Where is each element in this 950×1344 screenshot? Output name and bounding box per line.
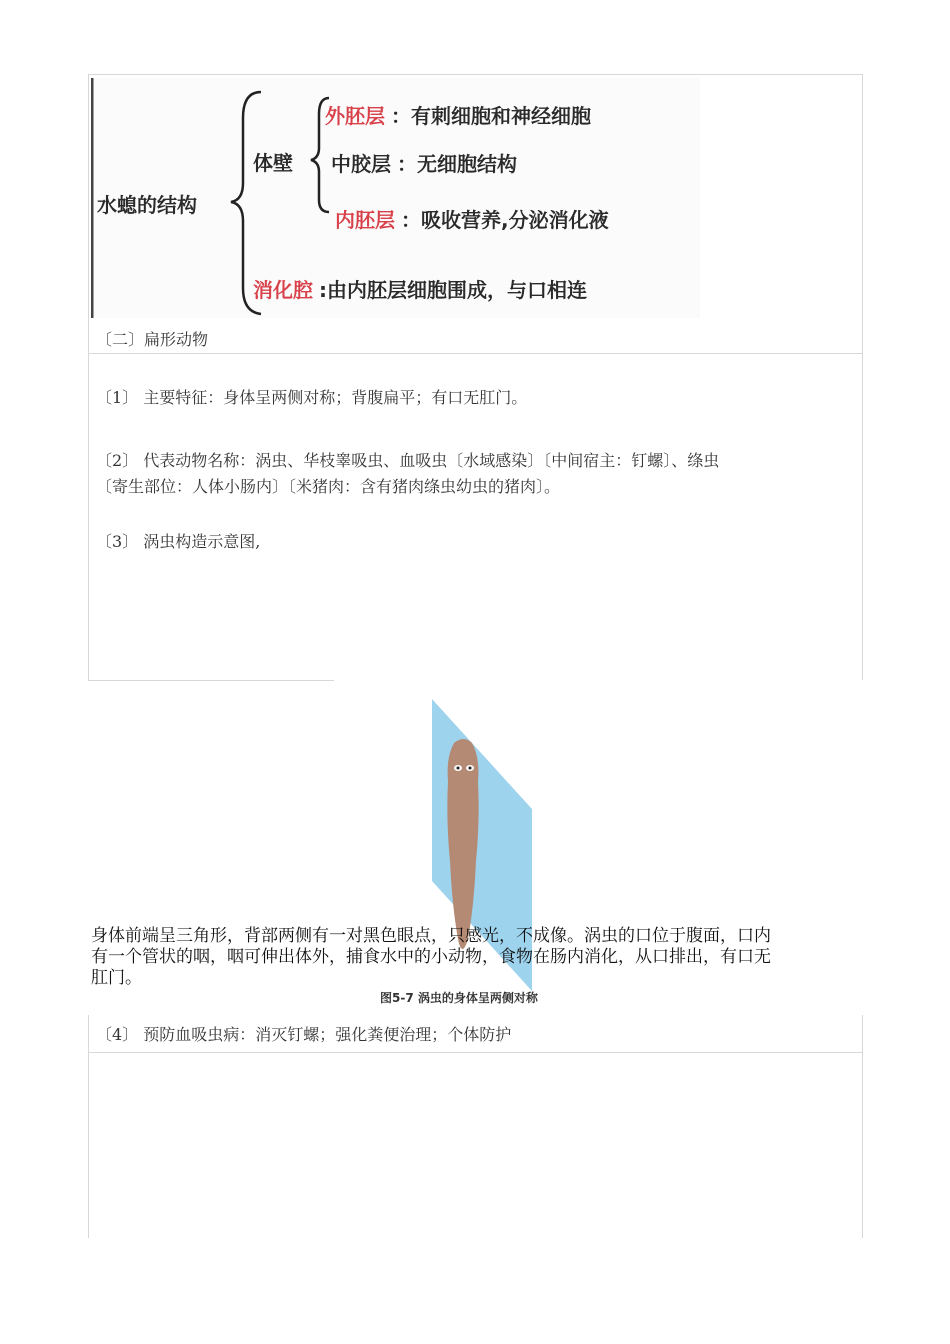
diagram-root: 水螅的结构 [97,193,197,217]
diagram-outer-desc: ：有刺细胞和神经细胞 [391,104,591,128]
diagram-inner-desc: ：吸收营养,分泌消化液 [401,208,609,232]
diagram-cavity-label: 消化腔 [253,278,313,302]
item-4-prevention: 〔4〕 预防血吸虫病：消灭钉螺；强化粪便治理；个体防护 [96,1025,512,1044]
left-border-upper [88,74,89,680]
section-title: 〔二〕扁形动物 [96,330,209,349]
diagram-middle-label: 中胶层 [331,152,391,176]
diagram-middle-desc: ：无细胞结构 [397,152,517,176]
figure-row-top [88,680,334,681]
item-2-line-1: 〔2〕 代表动物名称：涡虫、华枝睾吸虫、血吸虫〔水域感染〕〔中间宿主：钉螺〕、绦虫 [96,451,720,470]
description-line-1: 身体前端呈三角形，背部两侧有一对黑色眼点，只感光，不成像。涡虫的口位于腹面，口内 [91,926,771,946]
top-border [88,74,863,75]
right-border-lower [862,1015,863,1238]
description-line-2: 有一个管状的咽，咽可伸出体外，捕食水中的小动物，食物在肠内消化，从口排出，有口无 [91,947,771,967]
hydra-structure-diagram [91,78,700,318]
item-2-line-2: 〔寄生部位：人体小肠内〕〔米猪肉：含有猪肉绦虫幼虫的猪肉〕。 [96,477,561,496]
diagram-outer-label: 外胚层 [325,104,385,128]
diagram-body-wall: 体壁 [253,151,293,175]
diagram-cavity-desc: :由内胚层细胞围成，与口相连 [319,278,587,302]
item4-divider [88,1052,863,1053]
item-1-features: 〔1〕 主要特征：身体呈两侧对称；背腹扁平；有口无肛门。 [96,388,528,407]
item-3-diagram-title: 〔3〕 涡虫构造示意图, [96,532,261,551]
section-divider [88,353,863,354]
right-border-upper [862,74,863,680]
figure-caption: 图5-7 涡虫的身体呈两侧对称 [380,991,538,1005]
diagram-inner-label: 内胚层 [335,208,395,232]
description-line-3: 肛门。 [91,968,142,988]
left-border-lower [88,1015,89,1238]
